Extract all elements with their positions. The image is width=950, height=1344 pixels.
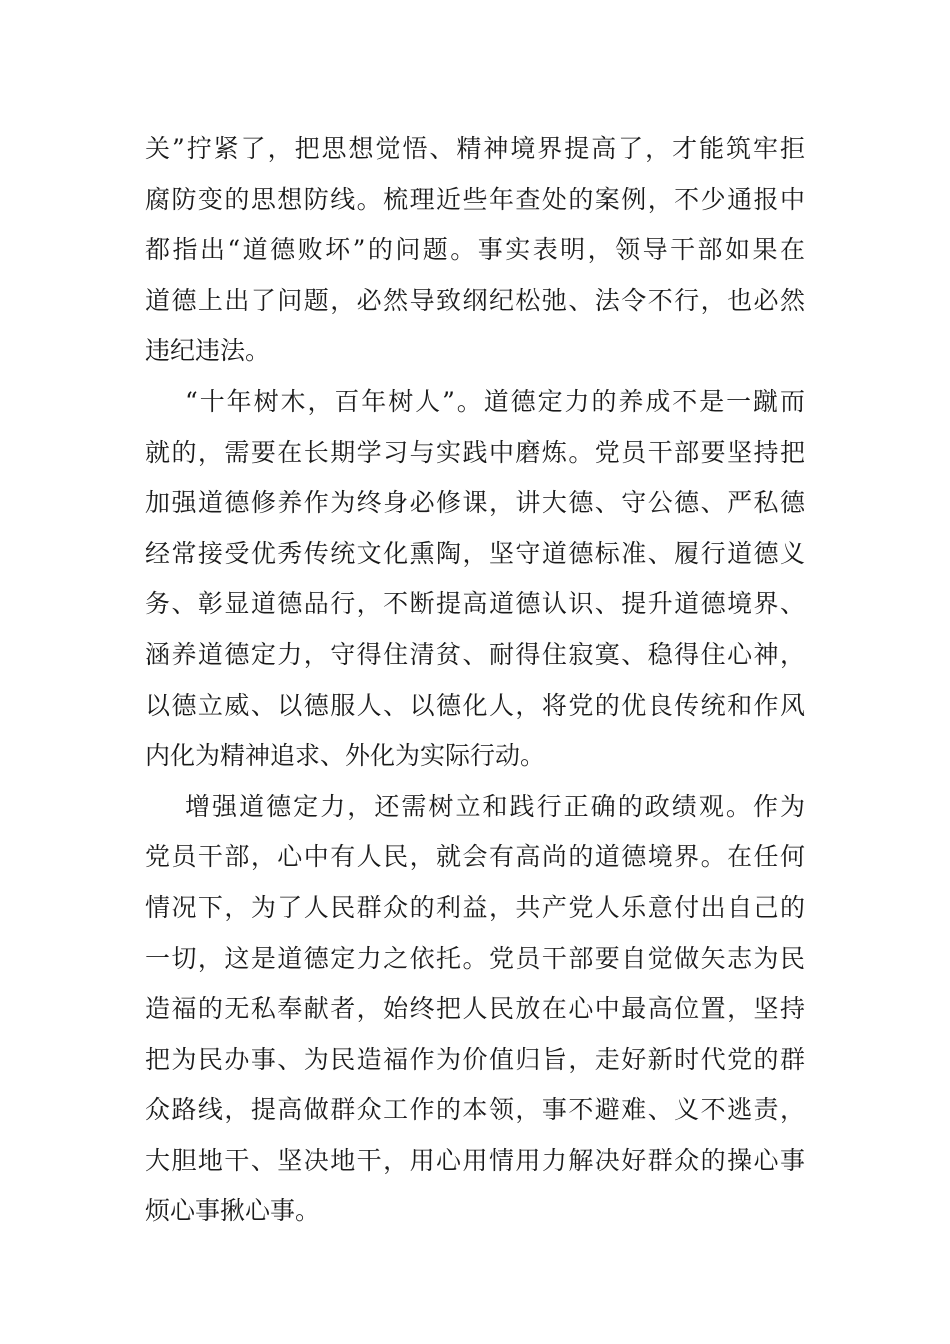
paragraph-1	[145, 124, 805, 377]
text-line: 一切，这是道德定力之依托。党员干部要自觉做矢志为民	[145, 943, 805, 973]
text-line: 违纪违法。	[145, 336, 271, 366]
text-line: 经常接受优秀传统文化熏陶，坚守道德标准、履行道德义	[145, 538, 805, 568]
text-line: “十年树木，百年树人”。道德定力的养成不是一蹴而	[185, 386, 805, 416]
text-line: 加强道德修养作为终身必修课，讲大德、守公德、严私德	[145, 488, 805, 518]
text-line: 腐防变的思想防线。梳理近些年查处的案例，不少通报中	[145, 184, 805, 214]
text-line: 把为民办事、为民造福作为价值归旨，走好新时代党的群	[145, 1044, 805, 1074]
text-line: 烦心事揪心事。	[145, 1196, 321, 1226]
text-line: 关”拧紧了，把思想觉悟、精神境界提高了，才能筑牢拒	[145, 134, 805, 163]
paragraph-2	[145, 377, 805, 782]
text-line: 造福的无私奉献者，始终把人民放在心中最高位置，坚持	[145, 994, 805, 1024]
text-line: 务、彰显道德品行，不断提高道德认识、提升道德境界、	[145, 589, 805, 619]
document-page	[145, 124, 805, 1237]
text-line: 内化为精神追求、外化为实际行动。	[145, 741, 546, 771]
text-line: 涵养道德定力，守得住清贫、耐得住寂寞、稳得住心神，	[145, 639, 805, 669]
text-line: 党员干部，心中有人民，就会有高尚的道德境界。在任何	[145, 842, 805, 872]
text-line: 大胆地干、坚决地干，用心用情用力解决好群众的操心事	[145, 1145, 805, 1175]
text-line: 情况下，为了人民群众的利益，共产党人乐意付出自己的	[145, 892, 805, 922]
text-line: 道德上出了问题，必然导致纲纪松弛、法令不行，也必然	[145, 285, 805, 315]
paragraph-3	[145, 782, 805, 1237]
text-line: 众路线，提高做群众工作的本领，事不避难、义不逃责，	[145, 1095, 805, 1125]
text-line: 增强道德定力，还需树立和践行正确的政绩观。作为	[185, 791, 805, 821]
text-line: 都指出“道德败坏”的问题。事实表明，领导干部如果在	[145, 235, 805, 265]
text-line: 以德立威、以德服人、以德化人，将党的优良传统和作风	[145, 690, 805, 720]
text-line: 就的，需要在长期学习与实践中磨炼。党员干部要坚持把	[145, 437, 805, 467]
